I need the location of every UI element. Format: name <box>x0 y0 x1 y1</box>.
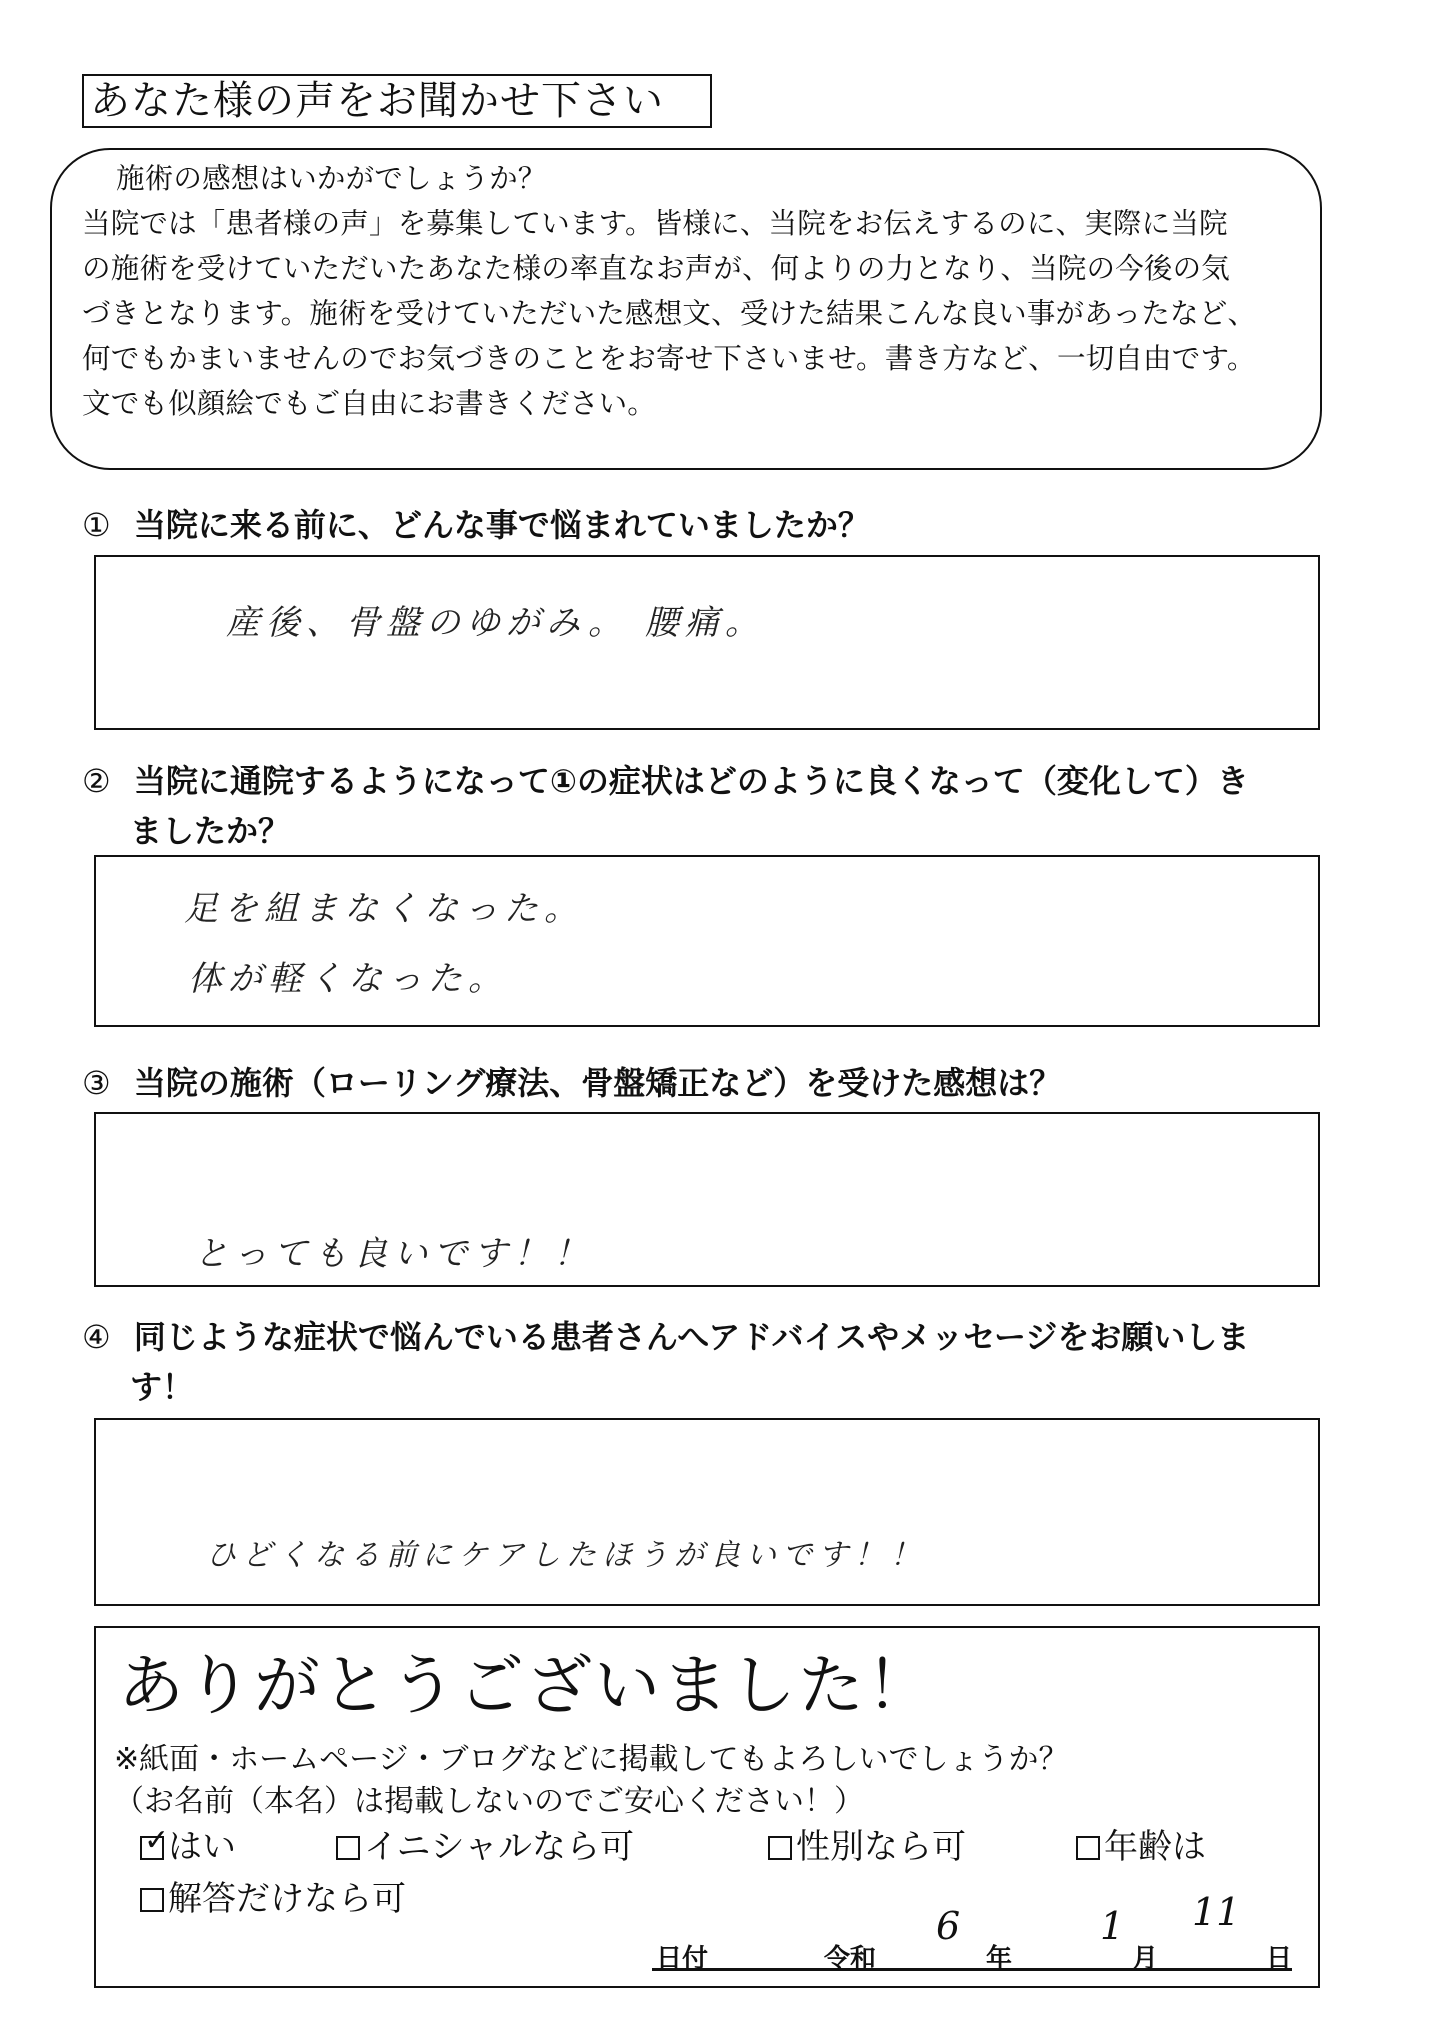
question-text: 同じような症状で悩んでいる患者さんへアドバイスやメッセージをお願いしま <box>133 1318 1250 1356</box>
option-gender[interactable] <box>768 1824 966 1870</box>
option-yes[interactable] <box>140 1824 236 1870</box>
question-3-label <box>82 1060 1061 1106</box>
intro-line: 施術の感想はいかがでしょうか？ <box>116 162 547 195</box>
intro-line: の施術を受けていただいたあなた様の率直なお声が、何よりの力となり、当院の今後の気 <box>82 252 1231 285</box>
option-label: 性別なら可 <box>796 1827 966 1867</box>
checkbox-age[interactable] <box>1076 1836 1100 1860</box>
checkbox-answer-only[interactable] <box>140 1888 164 1912</box>
intro-line: づきとなります。施術を受けていただいた感想文、受けた結果こんな良い事があったなど、 <box>82 297 1257 330</box>
option-initial[interactable] <box>336 1824 634 1870</box>
answer-1-text: 産後、骨盤のゆがみ。 腰痛。 <box>226 603 765 643</box>
date-underline <box>652 1968 1292 1971</box>
question-2-label <box>82 758 1249 804</box>
date-month-value[interactable]: 1 <box>1100 1904 1125 1948</box>
date-era: 令和 <box>824 1944 877 1974</box>
page-title: あなた様の声をお聞かせ下さい <box>82 74 712 128</box>
date-year-unit: 年 <box>986 1944 1013 1974</box>
date-day-unit: 日 <box>1266 1944 1293 1974</box>
checkbox-initial[interactable] <box>336 1836 360 1860</box>
intro-line: 当院では「患者様の声」を募集しています。皆様に、当院をお伝えするのに、実際に当院 <box>82 207 1228 240</box>
date-year-value[interactable]: 6 <box>936 1904 961 1948</box>
answer-2-text-line: 足を組まなくなった。 <box>184 889 584 929</box>
answer-2-box[interactable] <box>94 855 1320 1027</box>
date-day-value[interactable]: 11 <box>1192 1890 1241 1934</box>
option-answer-only[interactable] <box>140 1876 406 1922</box>
checkbox-gender[interactable] <box>768 1836 792 1860</box>
intro-line: 文でも似顔絵でもご自由にお書きください。 <box>82 387 657 420</box>
consent-box <box>94 1626 1320 1988</box>
answer-1-box[interactable] <box>94 555 1320 730</box>
consent-note: ※紙面・ホームページ・ブログなどに掲載してもよろしいでしょうか？ <box>114 1742 1069 1777</box>
intro-box <box>50 148 1322 470</box>
checkbox-yes[interactable] <box>140 1823 170 1860</box>
answer-3-text: とっても良いです！！ <box>194 1234 594 1274</box>
thanks-heading: ありがとうございました！ <box>118 1647 934 1724</box>
consent-note-sub: （お名前（本名）は掲載しないのでご安心ください！） <box>114 1784 864 1819</box>
option-label: 年齢は <box>1104 1827 1206 1867</box>
option-label: はい <box>168 1827 236 1867</box>
question-1-label <box>82 502 870 548</box>
question-number: ① <box>82 506 111 544</box>
question-4-label <box>82 1314 1249 1360</box>
question-text: 当院の施術（ローリング療法、骨盤矯正など）を受けた感想は？ <box>133 1064 1062 1102</box>
question-text: 当院に通院するようになって①の症状はどのように良くなって（変化して）き <box>133 762 1249 800</box>
date-month-unit: 月 <box>1132 1944 1159 1974</box>
answer-2-text-line: 体が軽くなった。 <box>188 959 508 999</box>
question-number: ③ <box>82 1064 111 1102</box>
option-label: イニシャルなら可 <box>364 1827 634 1867</box>
question-text: 当院に来る前に、どんな事で悩まれていましたか？ <box>133 506 870 544</box>
question-number: ② <box>82 762 111 800</box>
check-mark-icon: ✓ <box>144 1823 170 1858</box>
question-number: ④ <box>82 1318 111 1356</box>
intro-line: 何でもかまいませんのでお気づきのことをお寄せ下さいませ。書き方など、一切自由です。 <box>82 342 1256 375</box>
date-label: 日付 <box>656 1944 709 1974</box>
answer-3-box[interactable] <box>94 1112 1320 1287</box>
question-text-cont: ましたか？ <box>130 812 291 850</box>
answer-4-box[interactable] <box>94 1418 1320 1606</box>
answer-4-text: ひどくなる前にケアしたほうが良いです！！ <box>206 1538 926 1573</box>
option-age[interactable] <box>1076 1824 1206 1870</box>
option-label: 解答だけなら可 <box>168 1879 406 1919</box>
question-text-cont: す！ <box>130 1368 195 1406</box>
